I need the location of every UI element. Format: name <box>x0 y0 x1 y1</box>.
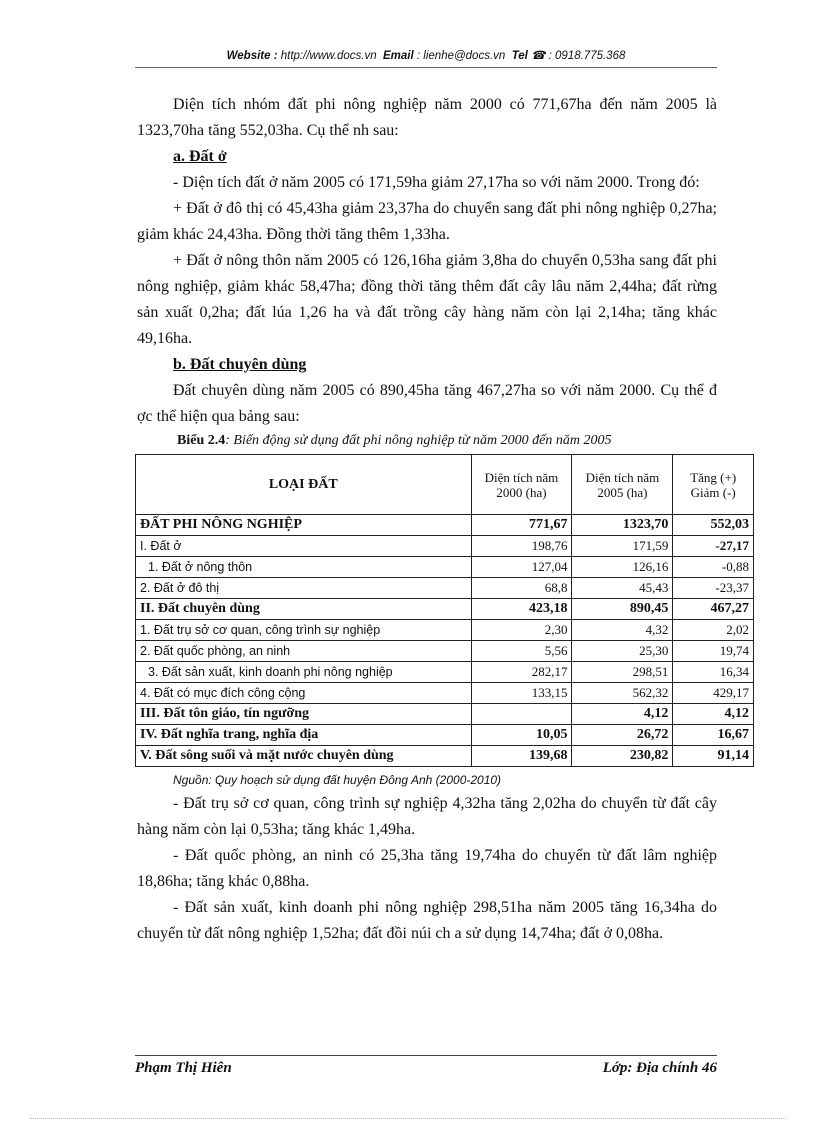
row-2005: 4,12 <box>572 704 673 725</box>
tel-label: Tel <box>511 50 528 62</box>
row-2000: 198,76 <box>471 536 572 557</box>
row-2000: 2,30 <box>471 620 572 641</box>
row-2000: 139,68 <box>471 746 572 767</box>
row-2005: 45,43 <box>572 578 673 599</box>
row-name: ĐẤT PHI NÔNG NGHIỆP <box>136 515 472 536</box>
row-2000: 5,56 <box>471 641 572 662</box>
row-change: 16,34 <box>673 662 754 683</box>
row-change: 16,67 <box>673 725 754 746</box>
table-row <box>136 641 754 662</box>
row-2005: 171,59 <box>572 536 673 557</box>
row-change: 552,03 <box>673 515 754 536</box>
paragraph-residential: - Diện tích đất ở năm 2005 có 171,59ha giảm 27,17ha so với năm 2000. Trong đó: <box>173 174 700 191</box>
row-name: I. Đất ở <box>136 536 472 557</box>
page-header <box>135 48 717 68</box>
row-name: 1. Đất ở nông thôn <box>136 557 472 578</box>
phone-icon: ☎ <box>531 50 546 62</box>
row-name: 2. Đất quốc phòng, an ninh <box>136 641 472 662</box>
page-content <box>137 92 749 947</box>
email-value[interactable]: : lienhe@docs.vn <box>416 50 506 62</box>
row-name: 4. Đất có mục đích công cộng <box>136 683 472 704</box>
paragraph-urban: + Đất ở đô thị có 45,43ha giảm 23,37ha do chuyển sang đất phi nông nghiệp 0,27ha; giảm khác 24,43ha. Đồng thời tăng thêm 1,33ha. <box>137 200 717 243</box>
caption-text: : Biến động sử dụng đất phi nông nghiệp từ năm 2000 đến năm 2005 <box>225 433 612 448</box>
table-row <box>136 662 754 683</box>
row-name: 1. Đất trụ sở cơ quan, công trình sự nghiệp <box>136 620 472 641</box>
row-2000: 133,15 <box>471 683 572 704</box>
page-bottom-divider <box>30 1118 786 1119</box>
table-row <box>136 557 754 578</box>
row-2005: 126,16 <box>572 557 673 578</box>
row-2005: 4,32 <box>572 620 673 641</box>
col-header-2005: Diện tích năm 2005 (ha) <box>572 455 673 515</box>
row-2005: 562,32 <box>572 683 673 704</box>
paragraph-production: - Đất sản xuất, kinh doanh phi nông nghiệp 298,51ha năm 2005 tăng 16,34ha do chuyển từ đất nông nghiệp 1,52ha; đất đồi núi ch a sử dụng 14,74ha; đất ở 0,08ha. <box>137 899 717 942</box>
row-2000: 282,17 <box>471 662 572 683</box>
row-2000: 127,04 <box>471 557 572 578</box>
row-2000: 423,18 <box>471 599 572 620</box>
row-change: 429,17 <box>673 683 754 704</box>
row-name: IV. Đất nghĩa trang, nghĩa địa <box>136 725 472 746</box>
row-name: II. Đất chuyên dùng <box>136 599 472 620</box>
paragraph-defense: - Đất quốc phòng, an ninh có 25,3ha tăng 19,74ha do chuyển từ đất lâm nghiệp 18,86ha; tăng khác 0,88ha. <box>137 847 717 890</box>
email-label: Email <box>383 50 414 62</box>
row-change: 467,27 <box>673 599 754 620</box>
table-source: Nguồn: Quy hoạch sử dụng đất huyện Đông Anh (2000-2010) <box>173 773 502 787</box>
row-change: 4,12 <box>673 704 754 725</box>
row-change: 2,02 <box>673 620 754 641</box>
row-name: V. Đất sông suối và mặt nước chuyên dùng <box>136 746 472 767</box>
row-2005: 1323,70 <box>572 515 673 536</box>
row-2005: 298,51 <box>572 662 673 683</box>
row-2000: 771,67 <box>471 515 572 536</box>
table-header-row <box>136 455 754 515</box>
col-header-type: LOẠI ĐẤT <box>136 455 472 515</box>
footer-author: Phạm Thị Hiên <box>135 1060 232 1076</box>
row-change: -27,17 <box>673 536 754 557</box>
paragraph-intro: Diện tích nhóm đất phi nông nghiệp năm 2000 có 771,67ha đến năm 2005 là 1323,70ha tăng 552,03ha. Cụ thể nh sau: <box>137 96 717 139</box>
row-change: 19,74 <box>673 641 754 662</box>
row-2005: 890,45 <box>572 599 673 620</box>
row-change: 91,14 <box>673 746 754 767</box>
col-header-2000: Diện tích năm 2000 (ha) <box>471 455 572 515</box>
table-row <box>136 536 754 557</box>
table-caption <box>137 430 717 452</box>
row-change: -23,37 <box>673 578 754 599</box>
table-row <box>136 683 754 704</box>
col-header-change: Tăng (+) Giảm (-) <box>673 455 754 515</box>
row-name: 3. Đất sản xuất, kinh doanh phi nông nghiệp <box>136 662 472 683</box>
section-heading-a: a. Đất ở <box>173 148 227 165</box>
table-row <box>136 578 754 599</box>
paragraph-specialized: Đất chuyên dùng năm 2005 có 890,45ha tăng 467,27ha so với năm 2000. Cụ thể đ ợc thể hiện qua bảng sau: <box>137 382 717 425</box>
table-row <box>136 725 754 746</box>
website-label: Website : <box>226 50 278 62</box>
row-name: 2. Đất ở đô thị <box>136 578 472 599</box>
table-row <box>136 704 754 725</box>
section-heading-b: b. Đất chuyên dùng <box>173 356 307 373</box>
footer-class: Lớp: Địa chính 46 <box>602 1060 717 1076</box>
tel-value: : 0918.775.368 <box>548 50 626 62</box>
row-2005: 230,82 <box>572 746 673 767</box>
row-change: -0,88 <box>673 557 754 578</box>
table-row <box>136 515 754 536</box>
row-name: III. Đất tôn giáo, tín ngưỡng <box>136 704 472 725</box>
row-2000: 10,05 <box>471 725 572 746</box>
website-url[interactable]: http://www.docs.vn <box>280 50 377 62</box>
row-2005: 25,30 <box>572 641 673 662</box>
paragraph-rural: + Đất ở nông thôn năm 2005 có 126,16ha giảm 3,8ha do chuyển 0,53ha sang đất phi nông nghiệp, giảm khác 58,47ha; đồng thời tăng thêm đất cây lâu năm 2,44ha; đất rừng sản xuất 0,2ha; đất lúa 1,26 ha và đất trồng cây hàng năm còn lại 2,14ha; tăng khác 49,16ha. <box>137 252 717 347</box>
row-2000: 68,8 <box>471 578 572 599</box>
table-row <box>136 599 754 620</box>
row-2005: 26,72 <box>572 725 673 746</box>
caption-label: Biểu 2.4 <box>177 433 226 448</box>
table-row <box>136 746 754 767</box>
row-2000 <box>471 704 572 725</box>
land-use-table <box>135 454 754 767</box>
page-footer <box>135 1055 717 1077</box>
table-row <box>136 620 754 641</box>
paragraph-offices: - Đất trụ sở cơ quan, công trình sự nghiệp 4,32ha tăng 2,02ha do chuyển từ đất cây hàng năm còn lại 0,53ha; tăng khác 1,49ha. <box>137 795 717 838</box>
